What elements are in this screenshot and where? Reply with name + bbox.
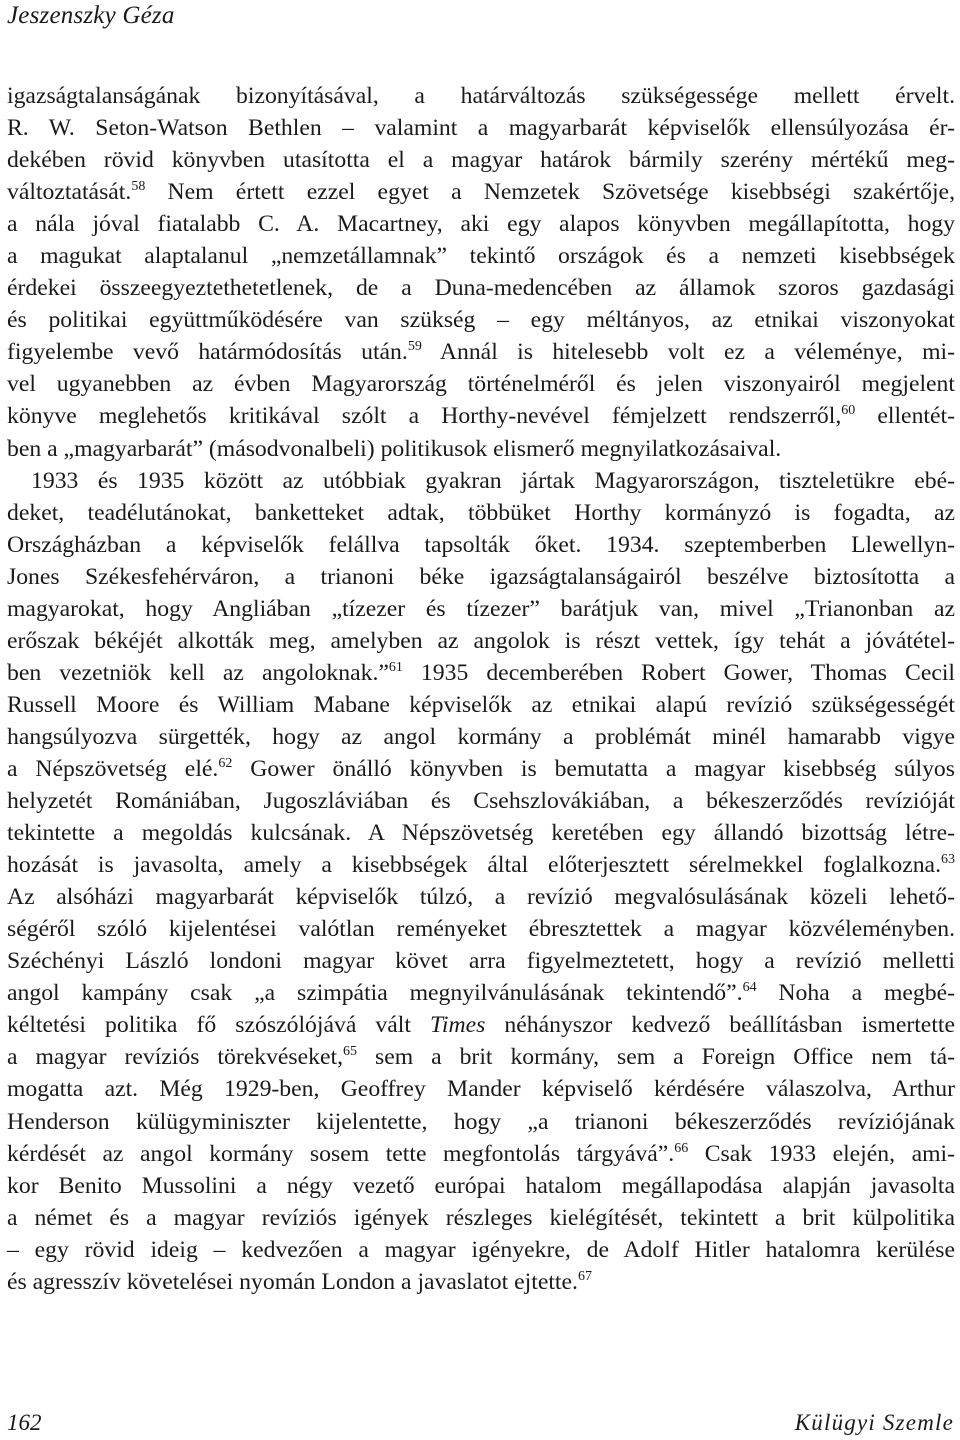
line-text: és politikai együttműködésére van szükség – egy méltányos, az etnikai viszonyokat: [7, 307, 955, 334]
footnote-reference[interactable]: 59: [407, 339, 422, 355]
line-text: a német és a magyar revíziós igények részleges kielégítését, tekintett a brit külpolitika: [7, 1204, 955, 1231]
text-line: [7, 208, 955, 240]
line-text: a magyar revíziós törekvéseket,: [7, 1044, 344, 1071]
text-line: [7, 1041, 955, 1073]
text-line: [7, 1106, 955, 1138]
text-line: [7, 304, 955, 336]
text-line: [7, 400, 955, 432]
text-line: [7, 913, 955, 945]
text-line: [7, 785, 955, 817]
line-text: és agresszív követelései nyomán London a javaslatot ejtette.: [7, 1268, 578, 1295]
line-text-rest: Gower önálló könyvben is bemutatta a magyar kisebbség súlyos: [232, 755, 955, 782]
text-line: [7, 721, 955, 753]
text-line: [7, 529, 955, 561]
text-line: [7, 753, 955, 785]
line-text-rest: sem a brit kormány, sem a Foreign Office nem tá-: [357, 1044, 955, 1071]
line-text: Országházban a képviselők felállva tapsolták őket. 1934. szeptemberben Llewellyn-: [7, 531, 955, 558]
text-line: [7, 1009, 955, 1041]
line-text: deket, teadélutánokat, banketteket adtak, többüket Horthy kormányzó is fogadta, az: [7, 499, 955, 526]
line-text: R. W. Seton-Watson Bethlen – valamint a magyarbarát képviselők ellensúlyozása ér-: [7, 115, 955, 142]
line-text: Henderson külügyminiszter kijelentette, hogy „a trianoni békeszerződés revíziójának: [7, 1108, 955, 1135]
text-line: [7, 368, 955, 400]
line-text: a Népszövetség elé.: [7, 755, 219, 782]
line-text: 1933 és 1935 között az utóbbiak gyakran jártak Magyarországon, tiszteletükre ebé-: [31, 467, 955, 494]
line-text: igazságtalanságának bizonyításával, a határváltozás szükségessége mellett érvelt.: [7, 83, 955, 109]
text-line: [7, 561, 955, 593]
line-text-rest: Annál is hitelesebb volt ez a véleménye, mi-: [421, 339, 955, 366]
text-line: [7, 240, 955, 272]
line-text: kéltetési politika fő szószólójává vált: [7, 1012, 431, 1039]
text-line: [7, 1202, 955, 1234]
footnote-reference[interactable]: 67: [577, 1268, 592, 1284]
text-line: [7, 881, 955, 913]
line-text: hangsúlyozva sürgették, hogy az angol kormány a problémát minél hamarabb vigye: [7, 723, 955, 750]
line-text: Jones Székesfehérváron, a trianoni béke igazságtalanságairól beszélve biztosította a: [7, 563, 955, 590]
line-text-rest: ellentét-: [855, 403, 955, 430]
text-line: [7, 433, 955, 465]
text-line: [7, 977, 955, 1009]
text-line: [7, 112, 955, 144]
line-text-after: néhányszor kedvező beállításban ismertette: [485, 1012, 955, 1039]
text-line: [7, 176, 955, 208]
line-text: mogatta azt. Még 1929-ben, Geoffrey Mander képviselő kérdésére válaszolva, Arthur: [7, 1076, 955, 1103]
line-text: angol kampány csak „a szimpátia megnyilvánulásának tekintendő”.: [7, 980, 743, 1007]
text-line: [7, 625, 955, 657]
text-line: [7, 1138, 955, 1170]
text-line: [7, 144, 955, 176]
line-text: hozását is javasolta, amely a kisebbségek által előterjesztett sérelmekkel foglalkozna.: [7, 852, 941, 879]
text-line: [7, 80, 955, 112]
footnote-reference[interactable]: 63: [941, 852, 955, 868]
text-line: [7, 497, 955, 529]
footnote-reference[interactable]: 64: [742, 980, 757, 996]
line-text: Széchényi László londoni magyar követ arra figyelmeztetett, hogy a revízió melletti: [7, 948, 955, 975]
line-text: ben a „magyarbarát” (másodvonalbeli) politikusok elismerő megnyilatkozásaival.: [7, 435, 782, 462]
text-line: [7, 1234, 955, 1266]
line-text: a magukat alaptalanul „nemzetállamnak” tekintő országok és a nemzeti kisebbségek: [7, 243, 955, 270]
text-line: [7, 336, 955, 368]
text-line: [7, 593, 955, 625]
text-line: [7, 465, 955, 497]
line-text: ségéről szóló kijelentései valótlan reményeket ébresztettek a magyar közvéleményben.: [7, 916, 955, 943]
line-text: Az alsóházi magyarbarát képviselők túlzó, a revízió megvalósulásának közeli lehető-: [7, 884, 955, 911]
line-text: erőszak békéjét alkották meg, amelyben az angolok is részt vettek, így tehát a jóvátétel-: [7, 627, 955, 654]
line-text: könyve meglehetős kritikával szólt a Horthy-nevével fémjelzett rendszerről,: [7, 403, 842, 430]
line-text-rest: Noha a megbé-: [756, 980, 955, 1007]
text-line: [7, 272, 955, 304]
line-text: változtatását.: [7, 179, 132, 206]
line-text: figyelembe vevő határmódosítás után.: [7, 339, 408, 366]
line-text: Russell Moore és William Mabane képviselők az etnikai alapú revízió szükségességét: [7, 691, 955, 718]
line-text: érdekei összeegyeztethetetlenek, de a Duna-medencében az államok szoros gazdasági: [7, 275, 955, 302]
text-line: [7, 1170, 955, 1202]
text-line: [7, 945, 955, 977]
line-text: kor Benito Mussolini a négy vezető európai hatalom megállapodása alapján javasolta: [7, 1172, 955, 1199]
text-line: [7, 1266, 955, 1298]
footnote-reference[interactable]: 62: [218, 755, 233, 771]
line-text: – egy rövid ideig – kedvezően a magyar igényekre, de Adolf Hitler hatalomra kerülése: [7, 1236, 955, 1263]
line-text: tekintette a megoldás kulcsának. A Népszövetség keretében egy állandó bizottság létre-: [7, 820, 955, 847]
running-head-author: Jeszenszky Géza: [7, 2, 175, 29]
footnote-reference[interactable]: 60: [841, 403, 856, 419]
text-line: [7, 817, 955, 849]
text-line: [7, 1073, 955, 1105]
line-text: a nála jóval fiatalabb C. A. Macartney, aki egy alapos könyvben megállapította, hogy: [7, 211, 955, 238]
footnote-reference[interactable]: 66: [674, 1140, 689, 1156]
line-text: kérdését az angol kormány sosem tette megfontolás tárgyává”.: [7, 1140, 675, 1167]
text-line: [7, 689, 955, 721]
text-line: [7, 849, 955, 881]
line-text: dekében rövid könyvben utasította el a magyar határok bármily szerény mértékű meg-: [7, 147, 955, 174]
page-number: 162: [7, 1410, 42, 1435]
line-text: magyarokat, hogy Angliában „tízezer és tízezer” barátjuk van, mivel „Trianonban az: [7, 595, 955, 622]
journal-title: Külügyi Szemle: [794, 1410, 954, 1435]
line-text: vel ugyanebben az évben Magyarország történelméről és jelen viszonyairól megjelent: [7, 371, 955, 398]
body-text: [7, 80, 955, 1298]
text-line: [7, 657, 955, 689]
italic-title: Times: [430, 1012, 486, 1039]
line-text-rest: Nem értett ezzel egyet a Nemzetek Szövetsége kisebbségi szakértője,: [145, 179, 955, 206]
footnote-reference[interactable]: 58: [131, 179, 146, 195]
line-text-rest: Csak 1933 elején, ami-: [688, 1140, 955, 1167]
footnote-reference[interactable]: 61: [388, 659, 403, 675]
line-text-rest: 1935 decemberében Robert Gower, Thomas Cecil: [402, 659, 956, 686]
line-text: ben vezetniök kell az angoloknak.”: [7, 659, 389, 686]
line-text: helyzetét Romániában, Jugoszláviában és Csehszlovákiában, a békeszerződés revízióját: [7, 788, 955, 815]
footnote-reference[interactable]: 65: [343, 1044, 358, 1060]
